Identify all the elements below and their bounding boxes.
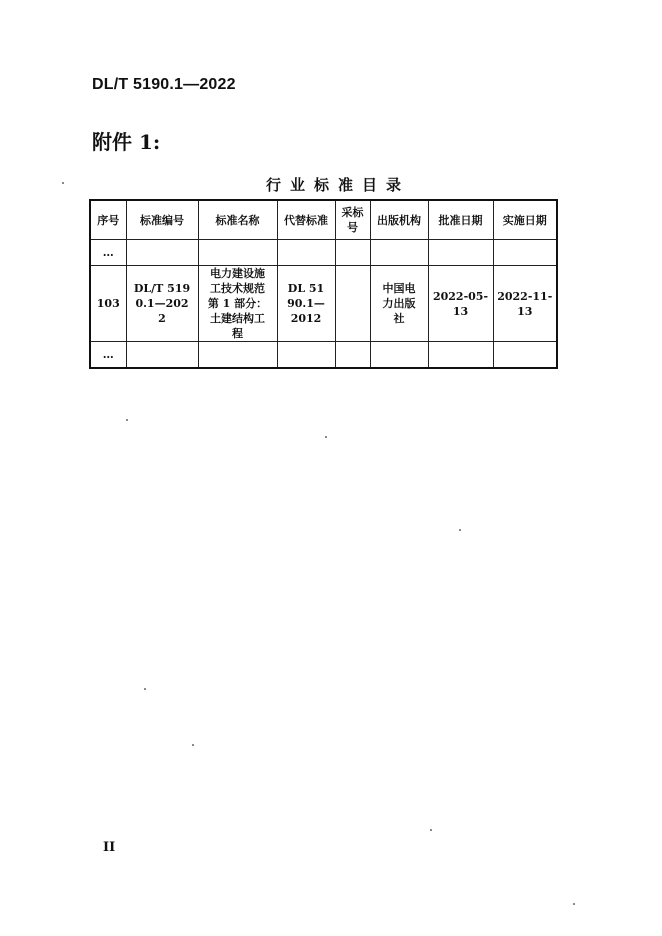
scan-speck	[126, 419, 128, 421]
scan-speck	[62, 182, 64, 184]
attachment-label: 附件 1:	[92, 130, 161, 154]
table-row	[90, 342, 557, 369]
col-header-seq: 序号	[90, 200, 126, 240]
scan-speck	[325, 436, 327, 438]
cell-publisher	[370, 240, 428, 266]
cell-code: DL/T 5190.1—2022	[126, 266, 198, 342]
scan-speck	[430, 829, 432, 831]
cell-publisher: 中国电力出版社	[370, 266, 428, 342]
table-header-row	[90, 200, 557, 240]
cell-adopted	[335, 342, 370, 369]
cell-seq: …	[90, 240, 126, 266]
scan-speck	[459, 529, 461, 531]
cell-name	[198, 342, 277, 369]
cell-effective-date	[493, 240, 557, 266]
page-number: II	[103, 840, 116, 855]
scan-speck	[573, 903, 575, 905]
cell-approval-date: 2022-05-13	[428, 266, 493, 342]
cell-approval-date	[428, 240, 493, 266]
cell-code	[126, 342, 198, 369]
col-header-name: 标准名称	[198, 200, 277, 240]
cell-seq: 103	[90, 266, 126, 342]
cell-effective-date: 2022-11-13	[493, 266, 557, 342]
document-code: DL/T 5190.1—2022	[92, 76, 236, 93]
cell-name: 电力建设施工技术规范 第 1 部分：土建结构工程	[198, 266, 277, 342]
catalog-title: 行业标准目录	[265, 176, 410, 194]
cell-adopted	[335, 240, 370, 266]
cell-adopted	[335, 266, 370, 342]
cell-approval-date	[428, 342, 493, 369]
col-header-approval-date: 批准日期	[428, 200, 493, 240]
cell-effective-date	[493, 342, 557, 369]
cell-replaces	[277, 240, 335, 266]
table-row	[90, 266, 557, 342]
scan-speck	[192, 744, 194, 746]
col-header-effective-date: 实施日期	[493, 200, 557, 240]
col-header-code: 标准编号	[126, 200, 198, 240]
cell-publisher	[370, 342, 428, 369]
cell-seq: …	[90, 342, 126, 369]
standards-catalog-table	[89, 199, 558, 369]
scan-speck	[144, 688, 146, 690]
table-row	[90, 240, 557, 266]
cell-code	[126, 240, 198, 266]
col-header-adopted: 采标号	[335, 200, 370, 240]
cell-name	[198, 240, 277, 266]
cell-replaces	[277, 342, 335, 369]
col-header-publisher: 出版机构	[370, 200, 428, 240]
cell-replaces: DL 5190.1—2012	[277, 266, 335, 342]
col-header-replaces: 代替标准	[277, 200, 335, 240]
